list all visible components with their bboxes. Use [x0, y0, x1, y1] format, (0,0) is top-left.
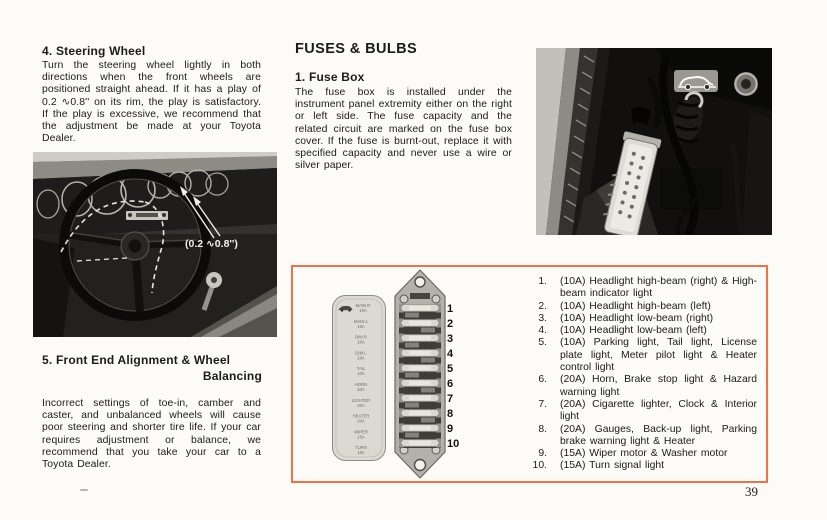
fuses-bulbs-heading: FUSES & BULBS: [295, 41, 418, 57]
fuse-list-item: [527, 301, 757, 313]
scan-artifact-mark: [80, 489, 88, 491]
cover-label-amp: 20A: [357, 402, 365, 408]
fuse-number-6: 6: [447, 378, 454, 390]
fuse-number-3: 3: [447, 333, 454, 345]
cover-label-name: MAIN R: [355, 303, 371, 308]
fuse-item-text: (20A) Cigarette lighter, Clock & Interior light: [560, 398, 757, 423]
fuse-number-5: 5: [447, 363, 454, 375]
fuse-item-text: (20A) Gauges, Back-up light, Parking brake warning light & Heater: [560, 423, 757, 447]
cover-label-amp: 20A: [357, 387, 365, 392]
cover-label-amp: 15A: [357, 450, 365, 456]
cover-label-amp: 10A: [357, 371, 365, 377]
play-range-caption: (0.2 ∿0.8''): [185, 238, 238, 250]
steering-wheel-photo-art: [33, 152, 277, 337]
cover-label-name: HORN: [354, 382, 368, 387]
fuse-box-heading: 1. Fuse Box: [295, 70, 365, 84]
fuse-list-item: [527, 424, 757, 449]
section4-body: Turn the steering wheel lightly in both directions when the front wheels are positioned straight ahead. If it has a play of 0.2 ∿0.8'' on its rim, the play is satisfactory. If the play is excessive, we recommend that the adjustment be made at your Toyota Dealer.: [42, 60, 261, 145]
steering-wheel-photo: [33, 152, 277, 337]
fuse-item-number: 5.: [538, 337, 547, 349]
fuse-list-item: [527, 399, 757, 424]
fuse-item-number: 1.: [538, 276, 547, 287]
fuse-item-text: (10A) Parking light, Tail light, License plate light, Meter pilot light & Heater control light: [560, 337, 757, 374]
fuse-item-number: 2.: [538, 300, 547, 312]
fuse-item-text: (15A) Wiper motor & Washer motor: [560, 448, 728, 460]
fuse-item-text: (10A) Headlight low-beam (left): [560, 325, 707, 337]
fuse-number-2: 2: [447, 318, 454, 330]
cover-label-name: WIPER: [354, 429, 368, 435]
fuse-number-1: 1: [447, 303, 454, 315]
fuse-cover-illustration: [331, 294, 387, 462]
fuse-item-text: (10A) Headlight high-beam (right) & High-beam indicator light: [560, 276, 757, 300]
fuse-box-location-photo: [536, 48, 772, 235]
fuse-item-text: (15A) Turn signal light: [560, 460, 665, 472]
fuse-list-item: [527, 337, 757, 374]
cover-label-name: TURN: [355, 445, 367, 451]
fuse-number-9: 9: [447, 423, 454, 435]
fuse-number-10: 10: [447, 438, 460, 450]
cover-label-name: MAIN L: [354, 318, 368, 324]
fuse-item-number: 8.: [538, 423, 547, 435]
section5-heading-line1: 5. Front End Alignment & Wheel: [42, 353, 231, 367]
fuse-number-4: 4: [447, 348, 454, 360]
cover-label-name: HEATER: [352, 413, 370, 419]
fuse-box-body: The fuse box is installed under the instrument panel extremity either on the right or left side. The fuse capacity and the related circuit are marked on the fuse box cover. If the fuse is burnt-out, replace it with specified capacity and never use a wire or silver paper.: [295, 87, 512, 172]
cover-label-name: DIM R: [355, 334, 367, 340]
fuse-list-item: [527, 325, 757, 337]
section5-heading-line2: Balancing: [202, 369, 262, 383]
fuse-item-number: 3.: [538, 312, 547, 324]
fuse-item-text: (20A) Horn, Brake stop light & Hazard warning light: [560, 374, 757, 398]
fuse-item-number: 6.: [538, 374, 547, 386]
fuse-list-item: [527, 313, 757, 325]
fuse-list-item: [527, 276, 757, 301]
fuse-item-number: 4.: [538, 325, 547, 337]
cover-label-amp: 10A: [357, 339, 365, 345]
page-number: 39: [745, 484, 758, 499]
section5-body: Incorrect settings of toe-in, camber and caster, and unbalanced wheels will cause poor steering and shorter tire life. If your car requires adjustment or balance, we recommend that you take your car to a Toyota Dealer.: [42, 398, 261, 471]
fuse-diagram-panel: [291, 265, 768, 483]
cover-label-amp: 20A: [357, 418, 365, 424]
fuse-box-location-photo-art: [536, 48, 772, 235]
cover-label-amp: 10A: [357, 355, 365, 361]
cover-label-amp: 10A: [359, 308, 367, 313]
cover-label-amp: 15A: [357, 434, 365, 440]
fuse-item-number: 10.: [532, 460, 547, 472]
fuse-item-text: (10A) Headlight high-beam (left): [560, 300, 711, 312]
fuse-number-7: 7: [447, 393, 454, 405]
fuse-list-item: [527, 448, 757, 460]
fuse-item-number: 7.: [538, 398, 547, 410]
fuse-list-item: [527, 460, 757, 472]
fuse-item-number: 9.: [538, 448, 547, 460]
section4-heading: 4. Steering Wheel: [42, 44, 146, 58]
fuse-number-8: 8: [447, 408, 454, 420]
cover-label-name: TAIL: [356, 366, 366, 372]
cover-label-name: DIM L: [355, 350, 367, 356]
fuse-legend-list: [527, 276, 757, 473]
fuse-list-item: [527, 374, 757, 399]
cover-label-amp: 10A: [357, 323, 365, 329]
fuse-item-text: (10A) Headlight low-beam (right): [560, 312, 714, 324]
cover-label-name: LIGHTER: [351, 397, 371, 403]
